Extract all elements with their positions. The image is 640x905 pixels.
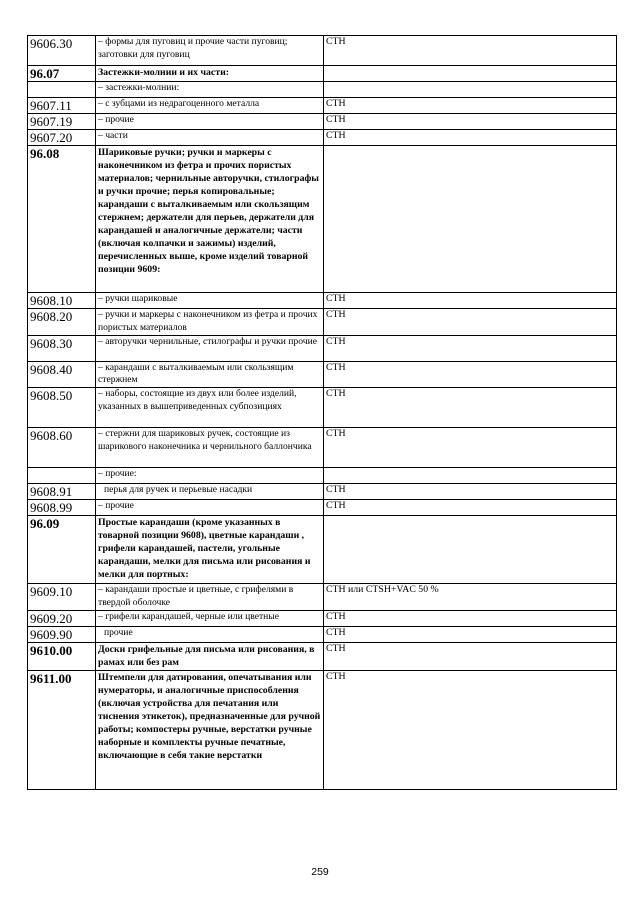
origin-rule-cell: СТН bbox=[324, 114, 617, 130]
description-cell: – стержни для шариковых ручек, состоящие из шарикового наконечника и чернильного баллончика bbox=[96, 428, 324, 468]
origin-rule-cell: СТН bbox=[324, 670, 617, 789]
description-cell: – части bbox=[96, 130, 324, 146]
table-row bbox=[28, 468, 617, 484]
description-cell: – наборы, состоящие из двух или более изделий, указанных в вышеприведенных субпозициях bbox=[96, 388, 324, 428]
table-row bbox=[28, 484, 617, 500]
table-row bbox=[28, 66, 617, 82]
table-row bbox=[28, 98, 617, 114]
hs-code-cell: 9607.11 bbox=[28, 98, 96, 114]
origin-rule-cell: СТН bbox=[324, 130, 617, 146]
hs-code-cell: 9607.19 bbox=[28, 114, 96, 130]
hs-code-cell: 96.07 bbox=[28, 66, 96, 82]
description-cell: – ручки шариковые bbox=[96, 293, 324, 309]
description-cell: перья для ручек и перьевые насадки bbox=[96, 484, 324, 500]
description-cell: – карандаши с выталкиваемым или скользящим стержнем bbox=[96, 361, 324, 388]
origin-rule-cell: СТН bbox=[324, 361, 617, 388]
origin-rule-cell bbox=[324, 468, 617, 484]
tariff-table bbox=[27, 35, 617, 790]
table-row bbox=[28, 361, 617, 388]
description-cell: – грифели карандашей, черные или цветные bbox=[96, 610, 324, 626]
table-row bbox=[28, 642, 617, 670]
origin-rule-cell: СТН bbox=[324, 309, 617, 336]
origin-rule-cell bbox=[324, 516, 617, 584]
description-cell: Доски грифельные для письма или рисования, в рамах или без рам bbox=[96, 642, 324, 670]
origin-rule-cell: СТН bbox=[324, 484, 617, 500]
origin-rule-cell: СТН bbox=[324, 98, 617, 114]
description-cell: – формы для пуговиц и прочие части пуговиц; заготовки для пуговиц bbox=[96, 36, 324, 66]
table-row bbox=[28, 309, 617, 336]
table-row bbox=[28, 130, 617, 146]
hs-code-cell: 96.09 bbox=[28, 516, 96, 584]
origin-rule-cell: СТН bbox=[324, 36, 617, 66]
description-cell: – застежки-молнии: bbox=[96, 82, 324, 98]
description-cell: Простые карандаши (кроме указанных в товарной позиции 9608), цветные карандаши , грифели карандашей, пастели, угольные карандаши, мелки для письма или рисования и мелки для портных: bbox=[96, 516, 324, 584]
page-number: 259 bbox=[311, 866, 329, 878]
description-cell: – карандаши простые и цветные, с грифелями в твердой оболочке bbox=[96, 584, 324, 611]
description-cell: – прочие bbox=[96, 500, 324, 516]
table-row bbox=[28, 516, 617, 584]
hs-code-cell: 9608.99 bbox=[28, 500, 96, 516]
description-cell: – прочие: bbox=[96, 468, 324, 484]
hs-code-cell: 9608.10 bbox=[28, 293, 96, 309]
hs-code-cell: 9610.00 bbox=[28, 642, 96, 670]
origin-rule-cell bbox=[324, 66, 617, 82]
table-row bbox=[28, 428, 617, 468]
hs-code-cell: 9608.50 bbox=[28, 388, 96, 428]
hs-code-cell: 9611.00 bbox=[28, 670, 96, 789]
hs-code-cell: 9608.40 bbox=[28, 361, 96, 388]
origin-rule-cell: СТН bbox=[324, 642, 617, 670]
origin-rule-cell bbox=[324, 146, 617, 293]
origin-rule-cell: СТН bbox=[324, 500, 617, 516]
description-cell: Застежки-молнии и их части: bbox=[96, 66, 324, 82]
description-cell: прочие bbox=[96, 626, 324, 642]
hs-code-cell: 9608.30 bbox=[28, 335, 96, 361]
hs-code-cell: 9607.20 bbox=[28, 130, 96, 146]
table-row bbox=[28, 146, 617, 293]
origin-rule-cell: СТН bbox=[324, 335, 617, 361]
tariff-table-container bbox=[27, 35, 616, 790]
origin-rule-cell: СТН bbox=[324, 610, 617, 626]
description-cell: Шариковые ручки; ручки и маркеры с наконечником из фетра и прочих пористых материалов; чернильные авторучки, стилографы и ручки прочие; перья копировальные; карандаши с выталкиваемым или скользящим стержнем; держатели для перьев, держатели для карандашей и аналогичные держатели; части (включая колпачки и зажимы) изделий, перечисленных выше, кроме изделий товарной позиции 9609: bbox=[96, 146, 324, 293]
hs-code-cell: 9609.20 bbox=[28, 610, 96, 626]
description-cell: – ручки и маркеры с наконечником из фетра и прочих пористых материалов bbox=[96, 309, 324, 336]
hs-code-cell bbox=[28, 82, 96, 98]
table-row bbox=[28, 584, 617, 611]
description-cell: – с зубцами из недрагоценного металла bbox=[96, 98, 324, 114]
table-row bbox=[28, 626, 617, 642]
table-row bbox=[28, 610, 617, 626]
origin-rule-cell: СТН или CTSH+VAC 50 % bbox=[324, 584, 617, 611]
hs-code-cell: 9608.91 bbox=[28, 484, 96, 500]
table-row bbox=[28, 500, 617, 516]
description-cell: Штемпели для датирования, опечатывания или нумераторы, и аналогичные приспособления (включая устройства для печатания или тиснения этикеток), предназначенные для ручной работы; компостеры ручные, верстатки ручные наборные и комплекты ручные печатные, включающие в себя такие верстатки bbox=[96, 670, 324, 789]
origin-rule-cell bbox=[324, 82, 617, 98]
table-row bbox=[28, 388, 617, 428]
origin-rule-cell: СТН bbox=[324, 428, 617, 468]
hs-code-cell: 9609.90 bbox=[28, 626, 96, 642]
description-cell: – авторучки чернильные, стилографы и ручки прочие bbox=[96, 335, 324, 361]
hs-code-cell: 9606.30 bbox=[28, 36, 96, 66]
hs-code-cell: 9609.10 bbox=[28, 584, 96, 611]
description-cell: – прочие bbox=[96, 114, 324, 130]
table-row bbox=[28, 293, 617, 309]
hs-code-cell: 9608.60 bbox=[28, 428, 96, 468]
table-row bbox=[28, 114, 617, 130]
hs-code-cell bbox=[28, 468, 96, 484]
origin-rule-cell: СТН bbox=[324, 626, 617, 642]
hs-code-cell: 96.08 bbox=[28, 146, 96, 293]
hs-code-cell: 9608.20 bbox=[28, 309, 96, 336]
table-row bbox=[28, 335, 617, 361]
table-row bbox=[28, 36, 617, 66]
table-row bbox=[28, 670, 617, 789]
origin-rule-cell: СТН bbox=[324, 388, 617, 428]
origin-rule-cell: СТН bbox=[324, 293, 617, 309]
table-row bbox=[28, 82, 617, 98]
